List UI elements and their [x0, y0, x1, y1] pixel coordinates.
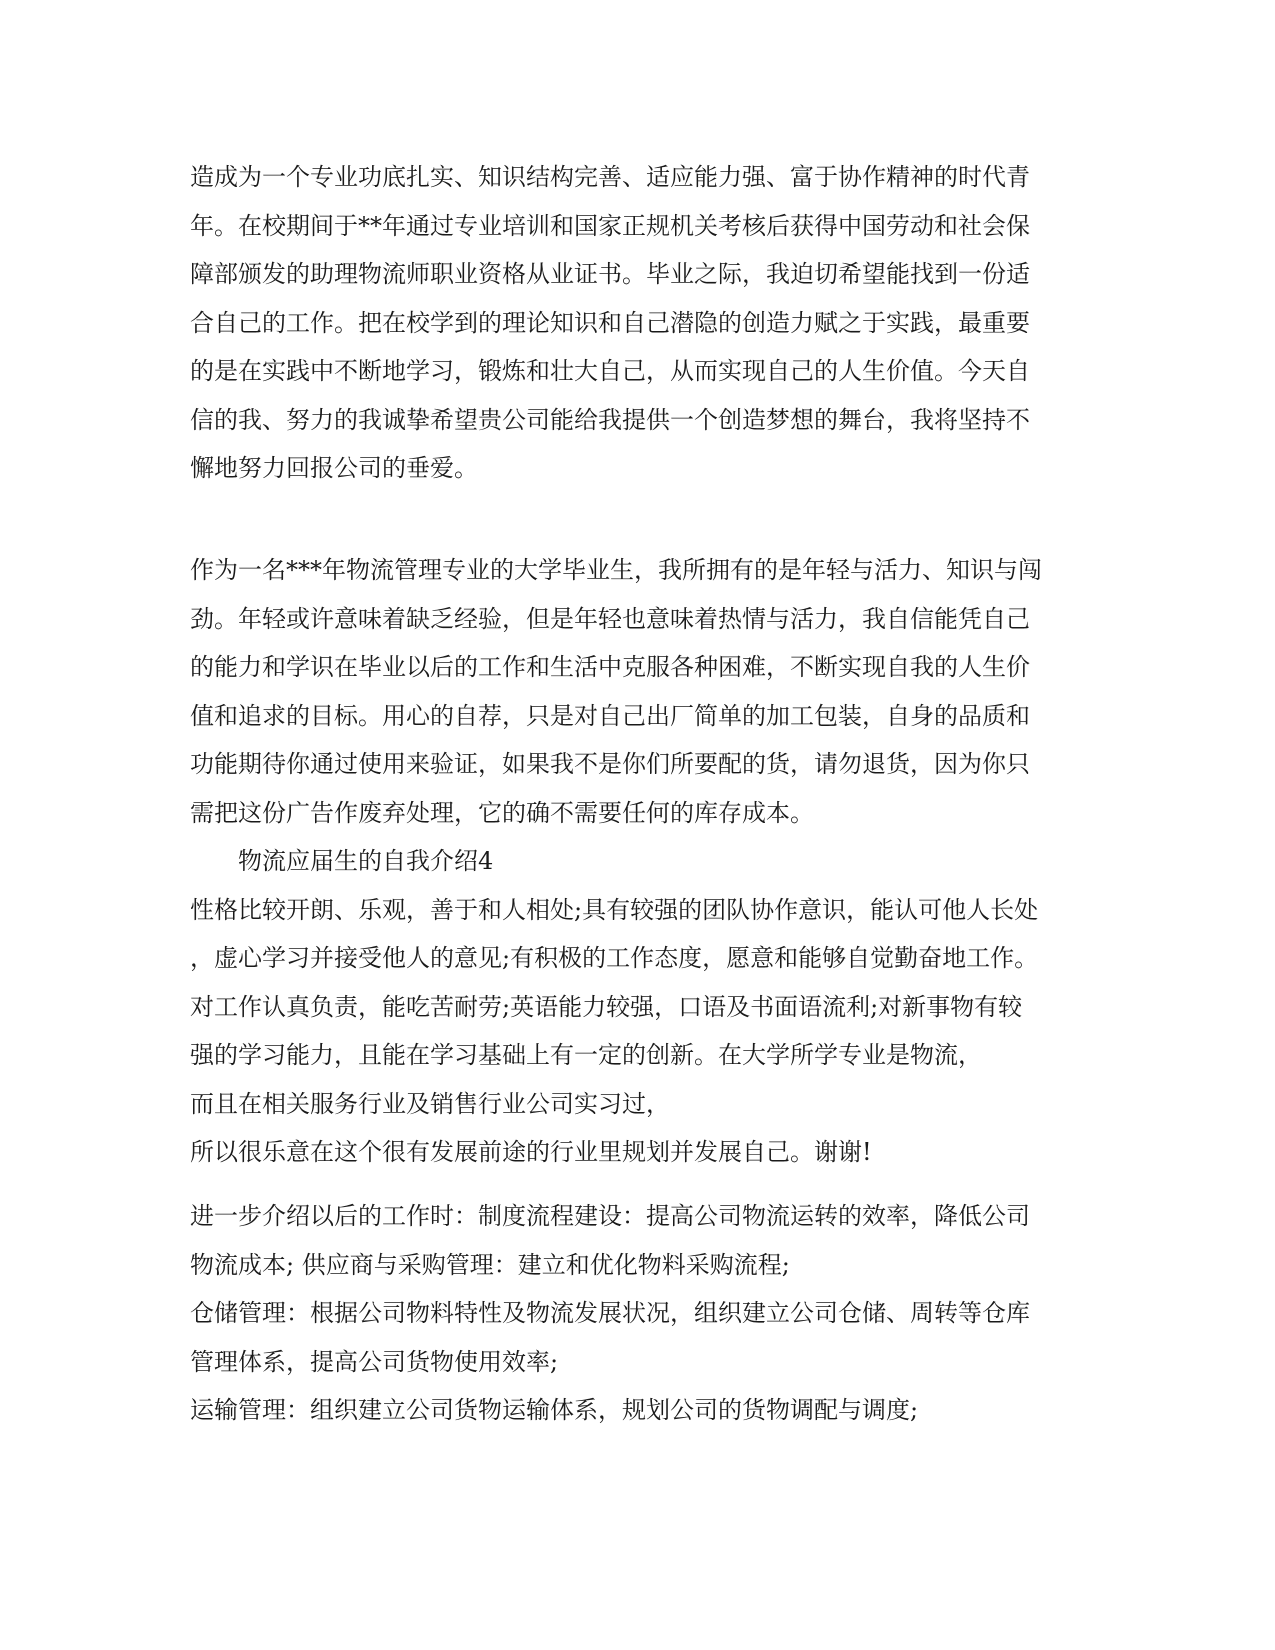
text-line: 所以很乐意在这个很有发展前途的行业里规划并发展自己。谢谢! — [190, 1138, 872, 1166]
text-line: 的能力和学识在毕业以后的工作和生活中克服各种困难，不断实现自我的人生价 — [190, 653, 1030, 681]
text-line: 进一步介绍以后的工作时：制度流程建设：提高公司物流运转的效率，降低公司 — [190, 1202, 1030, 1230]
text-line: 值和追求的目标。用心的自荐，只是对自己出厂简单的加工包装，自身的品质和 — [190, 701, 1030, 730]
text-line: 懈地努力回报公司的垂爱。 — [190, 454, 478, 482]
text-line: 造成为一个专业功底扎实、知识结构完善、适应能力强、富于协作精神的时代青 — [190, 163, 1030, 191]
text-line: 运输管理：组织建立公司货物运输体系，规划公司的货物调配与调度; — [190, 1396, 919, 1424]
text-line: 的是在实践中不断地学习，锻炼和壮大自己，从而实现自己的人生价值。今天自 — [190, 357, 1030, 385]
text-line: 仓储管理：根据公司物料特性及物流发展状况，组织建立公司仓储、周转等仓库 — [190, 1299, 1030, 1327]
text-line: 年。在校期间于**年通过专业培训和国家正规机关考核后获得中国劳动和社会保 — [190, 211, 1030, 240]
section-heading: 物流应届生的自我介绍4 — [238, 847, 494, 875]
text-line: 而且在相关服务行业及销售行业公司实习过， — [190, 1089, 670, 1118]
text-line: 对工作认真负责，能吃苦耐劳;英语能力较强，口语及书面语流利;对新事物有较 — [190, 992, 1023, 1021]
text-line: 物流成本; 供应商与采购管理：建立和优化物料采购流程; — [190, 1250, 790, 1279]
text-line: 功能期待你通过使用来验证，如果我不是你们所要配的货，请勿退货，因为你只 — [190, 750, 1030, 778]
text-line: 障部颁发的助理物流师职业资格从业证书。毕业之际，我迫切希望能找到一份适 — [190, 260, 1030, 288]
text-line: 合自己的工作。把在校学到的理论知识和自己潜隐的创造力赋之于实践，最重要 — [190, 308, 1030, 337]
paragraph-future-work — [190, 1192, 1090, 1435]
text-line: 作为一名***年物流管理专业的大学毕业生，我所拥有的是年轻与活力、知识与闯 — [190, 556, 1042, 584]
paragraph-career-goals — [190, 153, 1090, 493]
paragraph-self-recommendation — [190, 546, 1090, 1177]
text-line: 劲。年轻或许意味着缺乏经验，但是年轻也意味着热情与活力，我自信能凭自己 — [190, 604, 1030, 633]
text-line: ，虚心学习并接受他人的意见;有积极的工作态度，愿意和能够自觉勤奋地工作。 — [190, 944, 1039, 972]
text-line: 性格比较开朗、乐观，善于和人相处;具有较强的团队协作意识，能认可他人长处 — [190, 895, 1039, 924]
text-line: 需把这份广告作废弃处理，它的确不需要任何的库存成本。 — [190, 798, 814, 827]
text-line: 强的学习能力，且能在学习基础上有一定的创新。在大学所学专业是物流， — [190, 1041, 982, 1069]
text-line: 信的我、努力的我诚挚希望贵公司能给我提供一个创造梦想的舞台，我将坚持不 — [190, 405, 1030, 434]
text-line: 管理体系，提高公司货物使用效率; — [190, 1347, 559, 1376]
